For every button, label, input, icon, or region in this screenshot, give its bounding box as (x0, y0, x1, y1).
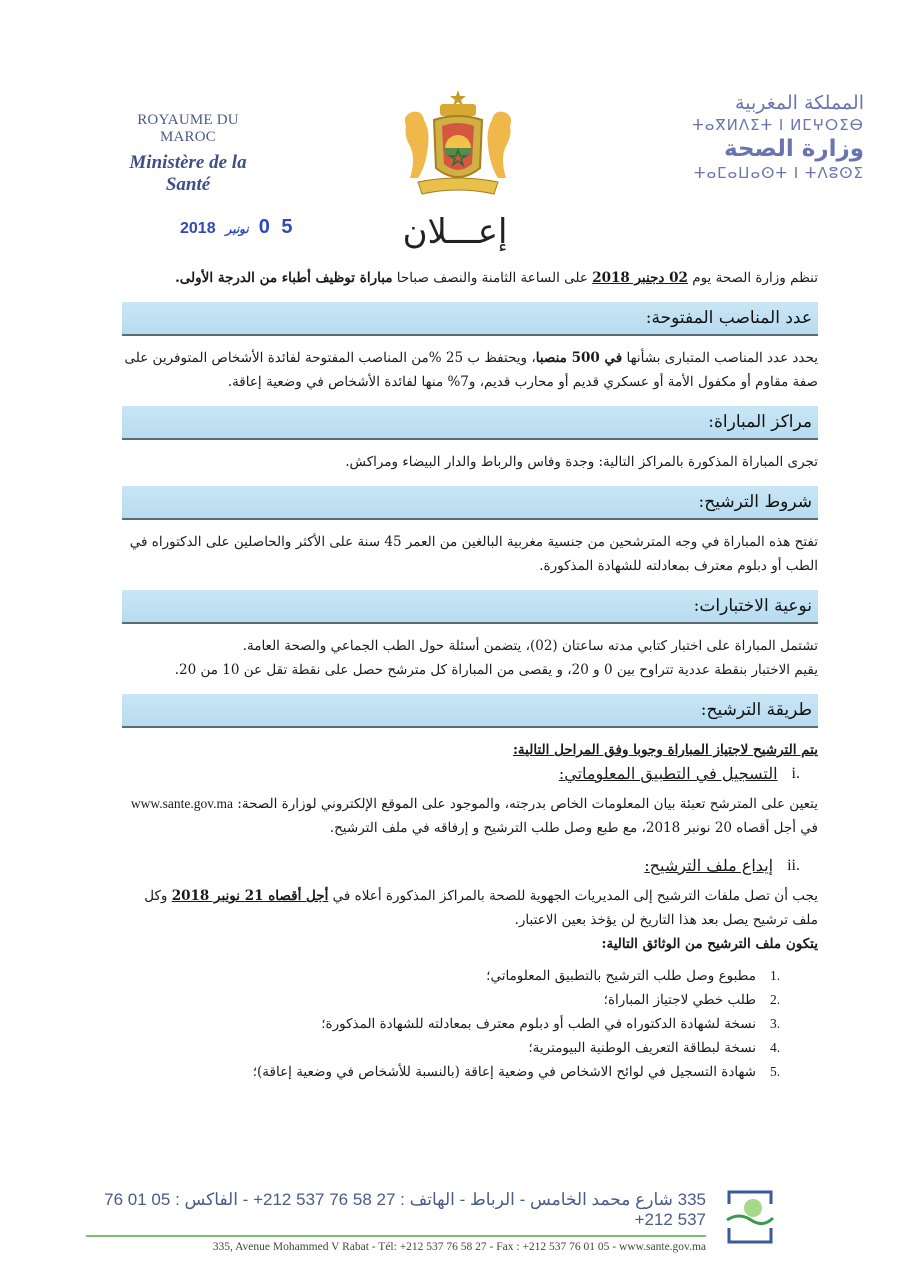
step-2-text-pre: يجب أن تصل ملفات الترشيح إلى المديريات الجهوية للصحة بالمراكز المذكورة أعلاه في (328, 888, 818, 904)
document-text: نسخة لبطاقة التعريف الوطنية البيومترية؛ (528, 1040, 756, 1056)
step-2-number: ii. (787, 857, 800, 874)
ministry-logo (725, 1188, 775, 1246)
stamp-year: 2018 (180, 220, 216, 237)
document-text: طلب خطي لاجتياز المباراة؛ (603, 992, 756, 1008)
section-heading-positions: عدد المناصب المفتوحة: (122, 302, 818, 336)
stamp-day: 0 5 (258, 216, 296, 238)
document-number: 4. (770, 1040, 781, 1055)
intro-text-2: على الساعة الثامنة والنصف صباحا (392, 270, 593, 286)
step-2-heading (122, 854, 800, 878)
step-2-paragraph (122, 884, 818, 932)
footer-divider (86, 1235, 706, 1237)
documents-list (122, 964, 818, 1084)
coat-of-arms-emblem (388, 86, 528, 206)
step-1-label: التسجيل في التطبيق المعلوماتي: (558, 764, 778, 783)
coat-of-arms-icon (388, 86, 528, 206)
positions-text-post: ، ويحتفظ ب 25 %من المناصب المفتوحة لفائدة الأشخاص المتوفرين على صفة مقاوم أو مكفول الأمة أو عسكري قديم أو محارب قديم، و7% منها لفائدة الأشخاص في وضعية إعاقة. (124, 350, 818, 390)
document-number: 2. (770, 992, 781, 1007)
step-1-paragraph (122, 792, 818, 816)
intro-text-1: تنظم وزارة الصحة يوم (687, 270, 818, 286)
footer-address-ar: 335 شارع محمد الخامس - الرباط - الهاتف : 27 58 76 537 212+ - الفاكس : 05 01 76 537 212+ (104, 1190, 706, 1229)
footer-address-fr: 335, Avenue Mohammed V Rabat - Tél: +212 537 76 58 27 - Fax : +212 537 76 01 05 - www.sante.gov.ma (212, 1241, 706, 1253)
conditions-paragraph: تفتح هذه المباراة في وجه المترشحين من جنسية مغربية البالغين من العمر 45 سنة على الأكثر والحاصلين على الدكتوراه في الطب أو دبلوم معترف بمعادلته للشهادة المذكورة. (129, 534, 818, 574)
ministry-logo-icon (725, 1188, 775, 1246)
step-1-number: i. (791, 765, 800, 782)
header-arabic (634, 92, 864, 184)
exams-paragraph-1: تشتمل المباراة على اختبار كتابي مدته ساعتان (02)، يتضمن أسئلة حول الطب الجماعي والصحة العامة. (242, 638, 818, 654)
document-item (122, 1012, 788, 1036)
step-1-deadline: في أجل أقصاه 20 نونبر 2018، مع طبع وصل طلب الترشيح و إرفاقه في ملف الترشيح. (329, 820, 818, 836)
document-item (122, 988, 788, 1012)
section-heading-conditions: شروط الترشيح: (122, 486, 818, 520)
intro-bold: مباراة توظيف أطباء من الدرجة الأولى. (175, 270, 393, 286)
document-text: نسخة لشهادة الدكتوراه في الطب أو دبلوم معترف بمعادلته للشهادة المذكورة؛ (321, 1016, 756, 1032)
document-body (122, 266, 818, 1084)
document-item (122, 1060, 788, 1084)
header-french (108, 112, 268, 196)
documents-intro: يتكون ملف الترشيح من الوثائق التالية: (601, 936, 818, 952)
positions-text-pre: يحدد عدد المناصب المتبارى بشأنها (622, 350, 818, 366)
ministry-fr: Ministère de la Santé (129, 152, 247, 195)
document-number: 3. (770, 1016, 781, 1031)
step-2-text-post: وكل ملف ترشيح يصل بعد هذا التاريخ لن يؤخذ بعين الاعتبار. (144, 888, 818, 928)
date-stamp (180, 216, 296, 239)
kingdom-ar: المملكة المغربية (735, 92, 864, 114)
ministry-website-link[interactable]: www.sante.gov.ma (130, 796, 233, 811)
intro-paragraph (122, 266, 818, 290)
stamp-month: نونبر (225, 222, 249, 236)
document-text: شهادة التسجيل في لوائح الاشخاص في وضعية إعاقة (بالنسبة للأشخاص في وضعية إعاقة)؛ (252, 1064, 756, 1080)
document-text: مطبوع وصل طلب الترشيح بالتطبيق المعلوماتي؛ (486, 968, 756, 984)
section-heading-centers: مراكز المباراة: (122, 406, 818, 440)
announcement-title: إعـــلان (402, 212, 508, 252)
section-heading-exams: نوعية الاختبارات: (122, 590, 818, 624)
procedure-intro: يتم الترشيح لاجتياز المباراة وجوبا وفق المراحل التالية: (512, 742, 818, 758)
step-2-label: إيداع ملف الترشيح: (644, 856, 774, 875)
kingdom-fr: ROYAUME DU MAROC (137, 112, 239, 145)
document-item (122, 964, 788, 988)
ministry-tifinagh: ⵜⴰⵎⴰⵡⴰⵙⵜ ⵏ ⵜⴷⵓⵙⵉ (693, 164, 864, 182)
centers-paragraph: تجرى المباراة المذكورة بالمراكز التالية: وجدة وفاس والرباط والدار البيضاء ومراكش. (345, 454, 818, 470)
intro-date: 02 دجنبر 2018 (592, 270, 688, 286)
exams-paragraph-2: يقيم الاختبار بنقطة عددية تتراوح بين 0 و 20، و يقصى من المباراة كل مترشح حصل على نقطة تقل عن 10 من 20. (174, 662, 818, 678)
document-number: 5. (770, 1064, 781, 1079)
ministry-ar: وزارة الصحة (724, 136, 864, 162)
positions-paragraph (122, 346, 818, 394)
kingdom-tifinagh: ⵜⴰⴳⵍⴷⵉⵜ ⵏ ⵍⵎⵖⵔⵉⴱ (692, 116, 864, 134)
document-item (122, 1036, 788, 1060)
positions-bold: في 500 منصبا (535, 350, 623, 366)
step-1-text-1: يتعين على المترشح تعبئة بيان المعلومات الخاص بدرجته، والموجود على الموقع الإلكتروني لوزارة الصحة: (233, 796, 818, 812)
step-2-deadline: أجل أقصاه 21 نونبر 2018 (171, 888, 329, 904)
document-number: 1. (770, 968, 781, 983)
footer (86, 1190, 706, 1253)
section-heading-procedure: طريقة الترشيح: (122, 694, 818, 728)
step-1-heading (122, 762, 800, 786)
